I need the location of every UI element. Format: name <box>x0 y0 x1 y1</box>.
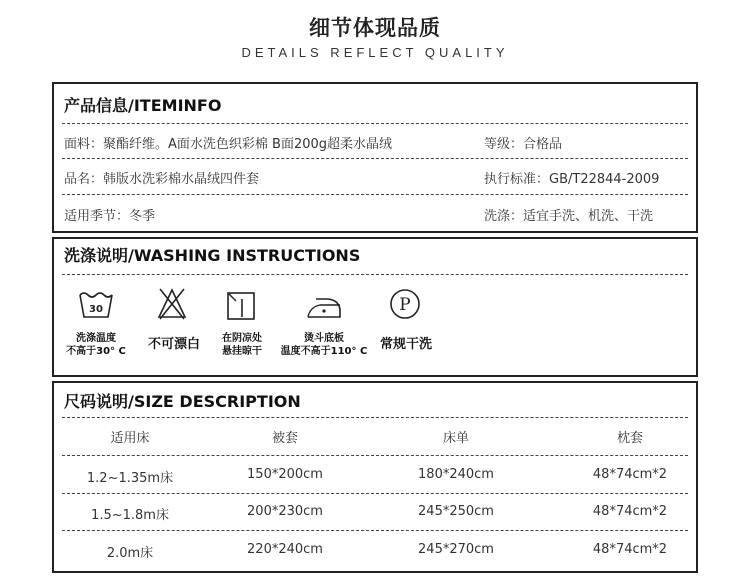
divider <box>62 274 688 275</box>
column-header: 床单 <box>442 431 469 446</box>
washing-text: 洗涤：适宜手洗、机洗、干洗 <box>484 209 654 224</box>
table-cell: 48*74cm*2 <box>592 467 668 482</box>
iteminfo-section <box>52 82 698 233</box>
table-cell: 245*270cm <box>418 542 494 557</box>
dry-clean-p-icon <box>388 287 422 321</box>
circle-letter: P <box>399 295 411 315</box>
washing-heading: 洗涤说明/WASHING INSTRUCTIONS <box>64 246 361 265</box>
divider <box>62 158 688 159</box>
table-cell: 150*200cm <box>247 467 323 482</box>
divider <box>62 493 688 494</box>
washing-section <box>52 237 698 377</box>
label-line: 悬挂晾干 <box>222 346 262 357</box>
line-dry-shade-icon <box>226 291 256 321</box>
season-text: 适用季节：冬季 <box>64 209 156 224</box>
label-line: 温度不高于110° C <box>280 346 368 357</box>
divider <box>62 455 688 456</box>
divider <box>62 417 688 418</box>
page-subtitle: DETAILS REFLECT QUALITY <box>241 45 509 60</box>
divider <box>62 194 688 195</box>
iron-icon <box>304 293 344 319</box>
table-cell: 220*240cm <box>247 542 323 557</box>
size-section <box>52 381 698 573</box>
size-heading: 尺码说明/SIZE DESCRIPTION <box>64 392 301 411</box>
wash-tub-30-icon <box>78 289 114 319</box>
label-line: 洗涤温度 <box>76 333 116 344</box>
divider <box>62 530 688 531</box>
table-cell: 48*74cm*2 <box>592 542 668 557</box>
standard-text: 执行标准：GB/T22844-2009 <box>484 172 660 187</box>
label-line: 在阴凉处 <box>222 333 262 344</box>
page-title: 细节体现品质 <box>309 16 441 40</box>
dry-clean-label: 常规干洗 <box>379 337 432 352</box>
table-cell: 1.2~1.35m床 <box>86 471 174 486</box>
fabric-text: 面料：聚酯纤维。A面水洗色织彩棉 B面200g超柔水晶绒 <box>64 137 393 152</box>
wash-temp-label <box>64 332 128 358</box>
table-cell: 200*230cm <box>247 504 323 519</box>
column-header: 适用床 <box>110 431 150 446</box>
column-header: 被套 <box>271 431 298 446</box>
product-name-text: 品名：韩版水洗彩棉水晶绒四件套 <box>64 172 260 187</box>
label-line: 烫斗底板 <box>304 333 344 344</box>
table-cell: 1.5~1.8m床 <box>91 508 169 523</box>
grade-text: 等级：合格品 <box>484 137 563 152</box>
iron-label <box>280 332 368 358</box>
label-line: 不高于30° C <box>66 346 126 357</box>
no-bleach-icon <box>156 287 188 321</box>
column-header: 枕套 <box>616 431 643 446</box>
divider <box>62 123 688 124</box>
tub-number: 30 <box>89 304 103 315</box>
table-cell: 48*74cm*2 <box>592 504 668 519</box>
table-cell: 2.0m床 <box>106 546 154 561</box>
table-cell: 180*240cm <box>418 467 494 482</box>
no-bleach-label: 不可漂白 <box>147 337 200 352</box>
iteminfo-heading: 产品信息/ITEMINFO <box>64 96 222 115</box>
line-dry-label <box>212 332 272 358</box>
table-cell: 245*250cm <box>418 504 494 519</box>
